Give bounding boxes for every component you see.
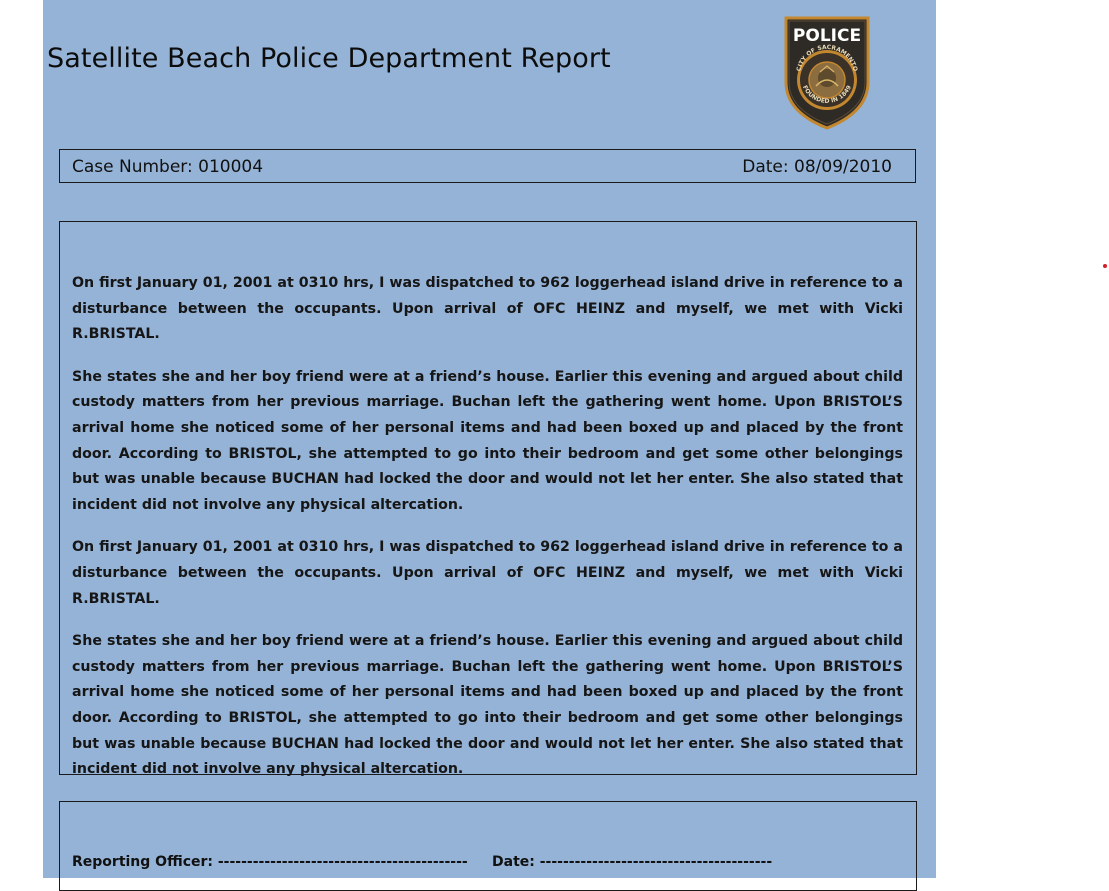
narrative-paragraph: She states she and her boy friend were at a friend’s house. Earlier this evening and argued about child custody matters from her previous marriage. Buchan left the gathering went home. Upon BRISTOL’S arrival home she noticed some of her personal items and had been boxed up and placed by the front door. According to BRISTOL, she attempted to go into their bedroom and get some other belongings but was unable because BUCHAN had locked the door and would not let her enter. She also stated that incident did not involve any physical altercation. (72, 633, 903, 778)
narrative-paragraph: On first January 01, 2001 at 0310 hrs, I was dispatched to 962 loggerhead island drive in reference to a disturbance between the occupants. Upon arrival of OFC HEINZ and myself, we met with Vicki R.BRISTAL. (72, 539, 903, 607)
case-number: Case Number: 010004 (72, 157, 264, 177)
reporting-officer-line: Reporting Officer: ------------------------------------------- (72, 854, 468, 870)
case-date: Date: 08/09/2010 (742, 157, 892, 177)
svg-text:POLICE: POLICE (792, 26, 862, 46)
signature-date-line: Date: ---------------------------------------- (492, 854, 773, 870)
narrative-paragraph: She states she and her boy friend were at a friend’s house. Earlier this evening and argued about child custody matters from her previous marriage. Buchan left the gathering went home. Upon BRISTOL’S arrival home she noticed some of her personal items and had been boxed up and placed by the front door. According to BRISTOL, she attempted to go into their bedroom and get some other belongings but was unable because BUCHAN had locked the door and would not let her enter. She also stated that incident did not involve any physical altercation. (72, 368, 903, 513)
svg-text:FOUNDED IN 1849: FOUNDED IN 1849 (801, 84, 853, 105)
case-info-box (59, 149, 916, 183)
narrative-box (59, 221, 917, 778)
narrative-paragraph: On first January 01, 2001 at 0310 hrs, I was dispatched to 962 loggerhead island drive in reference to a disturbance between the occupants. Upon arrival of OFC HEINZ and myself, we met with Vicki R.BRISTAL. (72, 275, 903, 343)
stray-dot (1103, 264, 1107, 268)
svg-text:CITY OF SACRAMENTO: CITY OF SACRAMENTO (795, 43, 859, 73)
narrative-text (72, 271, 903, 800)
police-badge-icon (780, 12, 874, 130)
report-title: Satellite Beach Police Department Report (47, 43, 611, 74)
report-page (43, 0, 936, 878)
